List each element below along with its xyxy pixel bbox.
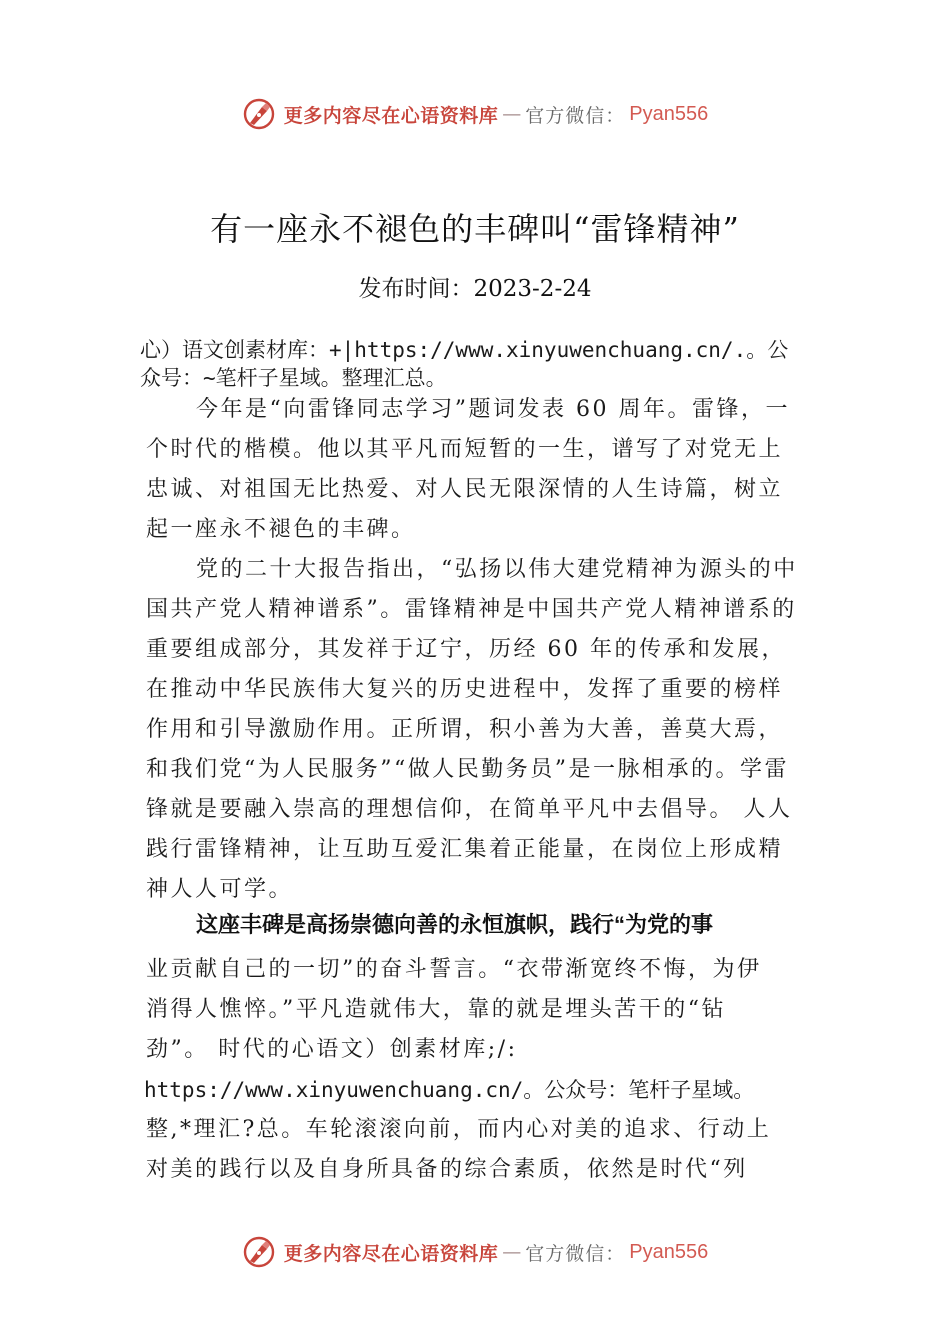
text-line: 个时代的楷模。他以其平凡而短暂的一生，谱写了对党无上 <box>146 437 784 462</box>
publish-date: 发布时间：2023-2-24 <box>358 276 592 302</box>
paragraph-4 <box>146 1110 826 1190</box>
header-wechat-label: 官方微信： <box>525 104 626 127</box>
text-line: 和我们党“为人民服务”“做人民勤务员”是一脉相承的。学雷 <box>146 757 789 782</box>
pen-nib-logo-icon <box>242 1235 276 1269</box>
footer-brand-text: 更多内容尽在心语资料库 <box>283 1242 499 1265</box>
text-line: 对美的践行以及自身所具备的综合素质，依然是时代“列 <box>146 1157 748 1182</box>
text-line: 党的二十大报告指出，“弘扬以伟大建党精神为源头的中 <box>196 557 798 582</box>
paragraph-3 <box>146 950 826 1070</box>
source-line: 心）语文创素材库：+|https://www.xinyuwenchuang.cn/.。公 <box>140 338 789 362</box>
text-line: 重要组成部分，其发祥于辽宁，历经 60 年的传承和发展， <box>146 637 786 662</box>
pen-nib-logo-icon <box>242 97 276 131</box>
article-title: 有一座永不褪色的丰碑叫“雷锋精神” <box>210 210 740 248</box>
text-line: 践行雷锋精神，让互助互爱汇集着正能量，在岗位上形成精 <box>146 837 784 862</box>
footer-wechat-id: Pyan556 <box>629 1240 709 1263</box>
text-line: 劲”。 时代的心语文）创素材库;/: <box>146 1037 518 1062</box>
text-line: 国共产党人精神谱系”。雷锋精神是中国共产党人精神谱系的 <box>146 597 797 622</box>
bold-heading: 这座丰碑是高扬崇德向善的永恒旗帜，践行“为党的事 <box>196 912 714 937</box>
paragraph-2 <box>146 550 826 910</box>
text-line: 业贡献自己的一切”的奋斗誓言。“衣带渐宽终不悔，为伊 <box>146 957 762 982</box>
footer-watermark <box>0 1232 950 1272</box>
source-line: 众号：~笔杆子星域。整理汇总。 <box>140 366 447 390</box>
source-note <box>140 336 840 392</box>
text-line: 忠诚、对祖国无比热爱、对人民无限深情的人生诗篇，树立 <box>146 477 784 502</box>
text-line: 神人人可学。 <box>146 877 294 902</box>
text-line: 今年是“向雷锋同志学习”题词发表 60 周年。雷锋，一 <box>196 397 790 422</box>
text-line: 在推动中华民族伟大复兴的历史进程中，发挥了重要的榜样 <box>146 677 784 702</box>
paragraph-1 <box>146 390 826 550</box>
header-wechat-id: Pyan556 <box>629 102 709 125</box>
text-line: 整,*理汇?总。车轮滚滚向前，而内心对美的追求、行动上 <box>146 1117 772 1142</box>
header-watermark <box>0 94 950 134</box>
url-line: https://www.xinyuwenchuang.cn/。公众号：笔杆子星域。 <box>144 1078 755 1102</box>
header-dash: — <box>502 103 522 125</box>
header-brand-text: 更多内容尽在心语资料库 <box>283 104 499 127</box>
footer-dash: — <box>502 1241 522 1263</box>
text-line: 起一座永不褪色的丰碑。 <box>146 517 416 542</box>
text-line: 消得人憔悴。”平凡造就伟大，靠的就是埋头苦干的“钻 <box>146 997 726 1022</box>
text-line: 锋就是要融入崇高的理想信仰，在简单平凡中去倡导。 人人 <box>146 797 793 822</box>
text-line: 作用和引导激励作用。正所谓，积小善为大善，善莫大焉， <box>146 717 784 742</box>
footer-wechat-label: 官方微信： <box>525 1242 626 1265</box>
